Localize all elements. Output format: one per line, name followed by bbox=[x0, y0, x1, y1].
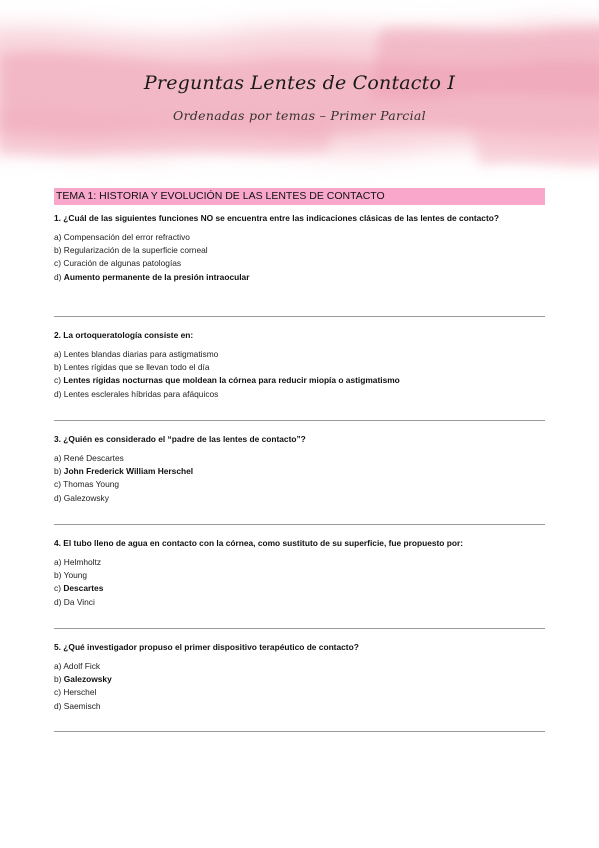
option-letter: c) bbox=[54, 479, 61, 490]
options-list bbox=[54, 452, 545, 505]
option-text: Galezowsky bbox=[63, 674, 112, 685]
option-text: Curación de algunas patologías bbox=[63, 258, 182, 269]
option-letter: b) bbox=[54, 570, 62, 581]
option-b bbox=[54, 244, 545, 257]
options-list bbox=[54, 660, 545, 713]
divider bbox=[54, 524, 545, 525]
divider bbox=[54, 731, 545, 732]
page-subtitle: Ordenadas por temas – Primer Parcial bbox=[173, 108, 426, 123]
option-text: Compensación del error refractivo bbox=[63, 232, 190, 242]
option-text: Helmholtz bbox=[63, 557, 102, 567]
divider bbox=[54, 316, 545, 317]
option-letter: c) bbox=[54, 583, 61, 594]
option-d bbox=[54, 492, 545, 505]
option-b-correct bbox=[54, 465, 545, 478]
option-a bbox=[54, 660, 545, 673]
option-letter: b) bbox=[54, 466, 62, 477]
option-d bbox=[54, 388, 545, 401]
option-letter: d) bbox=[54, 700, 62, 711]
option-letter: d) bbox=[54, 492, 62, 503]
option-text: René Descartes bbox=[63, 453, 124, 463]
option-text: Lentes rígidas nocturnas que moldean la córnea para reducir miopía o astigmatismo bbox=[63, 375, 400, 386]
option-letter: b) bbox=[54, 362, 62, 373]
option-a bbox=[54, 231, 545, 244]
option-b-correct bbox=[54, 673, 545, 686]
option-letter: b) bbox=[54, 245, 62, 256]
option-letter: c) bbox=[54, 687, 61, 698]
option-letter: a) bbox=[54, 661, 62, 671]
option-c-correct bbox=[54, 374, 545, 387]
option-b bbox=[54, 569, 545, 582]
question-text: 1. ¿Cuál de las siguientes funciones NO se encuentra entre las indicaciones clásicas de las lentes de contacto? bbox=[54, 213, 499, 223]
option-a bbox=[54, 348, 545, 361]
option-letter: c) bbox=[54, 375, 61, 386]
option-c bbox=[54, 478, 545, 491]
option-text: Regularización de la superficie corneal bbox=[63, 245, 208, 256]
divider bbox=[54, 628, 545, 629]
options-list bbox=[54, 348, 545, 401]
option-letter: d) bbox=[54, 271, 62, 282]
question-text: 5. ¿Qué investigador propuso el primer dispositivo terapéutico de contacto? bbox=[54, 642, 359, 652]
page-title: Preguntas Lentes de Contacto I bbox=[143, 72, 456, 94]
option-c bbox=[54, 686, 545, 699]
option-text: Galezowsky bbox=[63, 492, 109, 503]
option-letter: b) bbox=[54, 674, 62, 685]
option-d bbox=[54, 700, 545, 713]
option-text: Thomas Young bbox=[63, 479, 120, 490]
option-text: Aumento permanente de la presión intraocular bbox=[63, 271, 250, 282]
question-text: 2. La ortoqueratología consiste en: bbox=[54, 330, 194, 340]
option-text: Da Vinci bbox=[63, 596, 95, 607]
section-title: TEMA 1: HISTORIA Y EVOLUCIÓN DE LAS LENTES DE CONTACTO bbox=[56, 190, 385, 202]
question-block bbox=[54, 536, 545, 609]
question-block bbox=[54, 211, 545, 284]
option-c bbox=[54, 257, 545, 270]
divider bbox=[54, 420, 545, 421]
option-text: John Frederick William Herschel bbox=[63, 466, 194, 477]
options-list bbox=[54, 556, 545, 609]
option-a bbox=[54, 556, 545, 569]
question-block bbox=[54, 328, 545, 401]
question-text: 4. El tubo lleno de agua en contacto con la córnea, como sustituto de su superficie, fue propuesto por: bbox=[54, 538, 464, 548]
question-block bbox=[54, 640, 545, 713]
option-a bbox=[54, 452, 545, 465]
options-list bbox=[54, 231, 545, 284]
option-letter: a) bbox=[54, 349, 62, 359]
question-block bbox=[54, 432, 545, 505]
option-d bbox=[54, 596, 545, 609]
option-b bbox=[54, 361, 545, 374]
option-text: Lentes rígidas que se llevan todo el día bbox=[63, 362, 210, 373]
option-letter: c) bbox=[54, 258, 61, 269]
option-letter: a) bbox=[54, 453, 62, 463]
option-text: Young bbox=[63, 570, 88, 581]
option-letter: a) bbox=[54, 232, 62, 242]
option-text: Lentes esclerales híbridas para afáquicos bbox=[63, 388, 219, 399]
option-letter: a) bbox=[54, 557, 62, 567]
option-c-correct bbox=[54, 582, 545, 595]
option-letter: d) bbox=[54, 388, 62, 399]
option-text: Adolf Fick bbox=[63, 661, 101, 671]
option-text: Saemisch bbox=[63, 700, 101, 711]
option-text: Lentes blandas diarias para astigmatismo bbox=[63, 349, 219, 359]
option-d-correct bbox=[54, 271, 545, 284]
option-letter: d) bbox=[54, 596, 62, 607]
option-text: Herschel bbox=[63, 687, 97, 698]
question-text: 3. ¿Quién es considerado el “padre de las lentes de contacto”? bbox=[54, 434, 306, 444]
option-text: Descartes bbox=[63, 583, 104, 594]
